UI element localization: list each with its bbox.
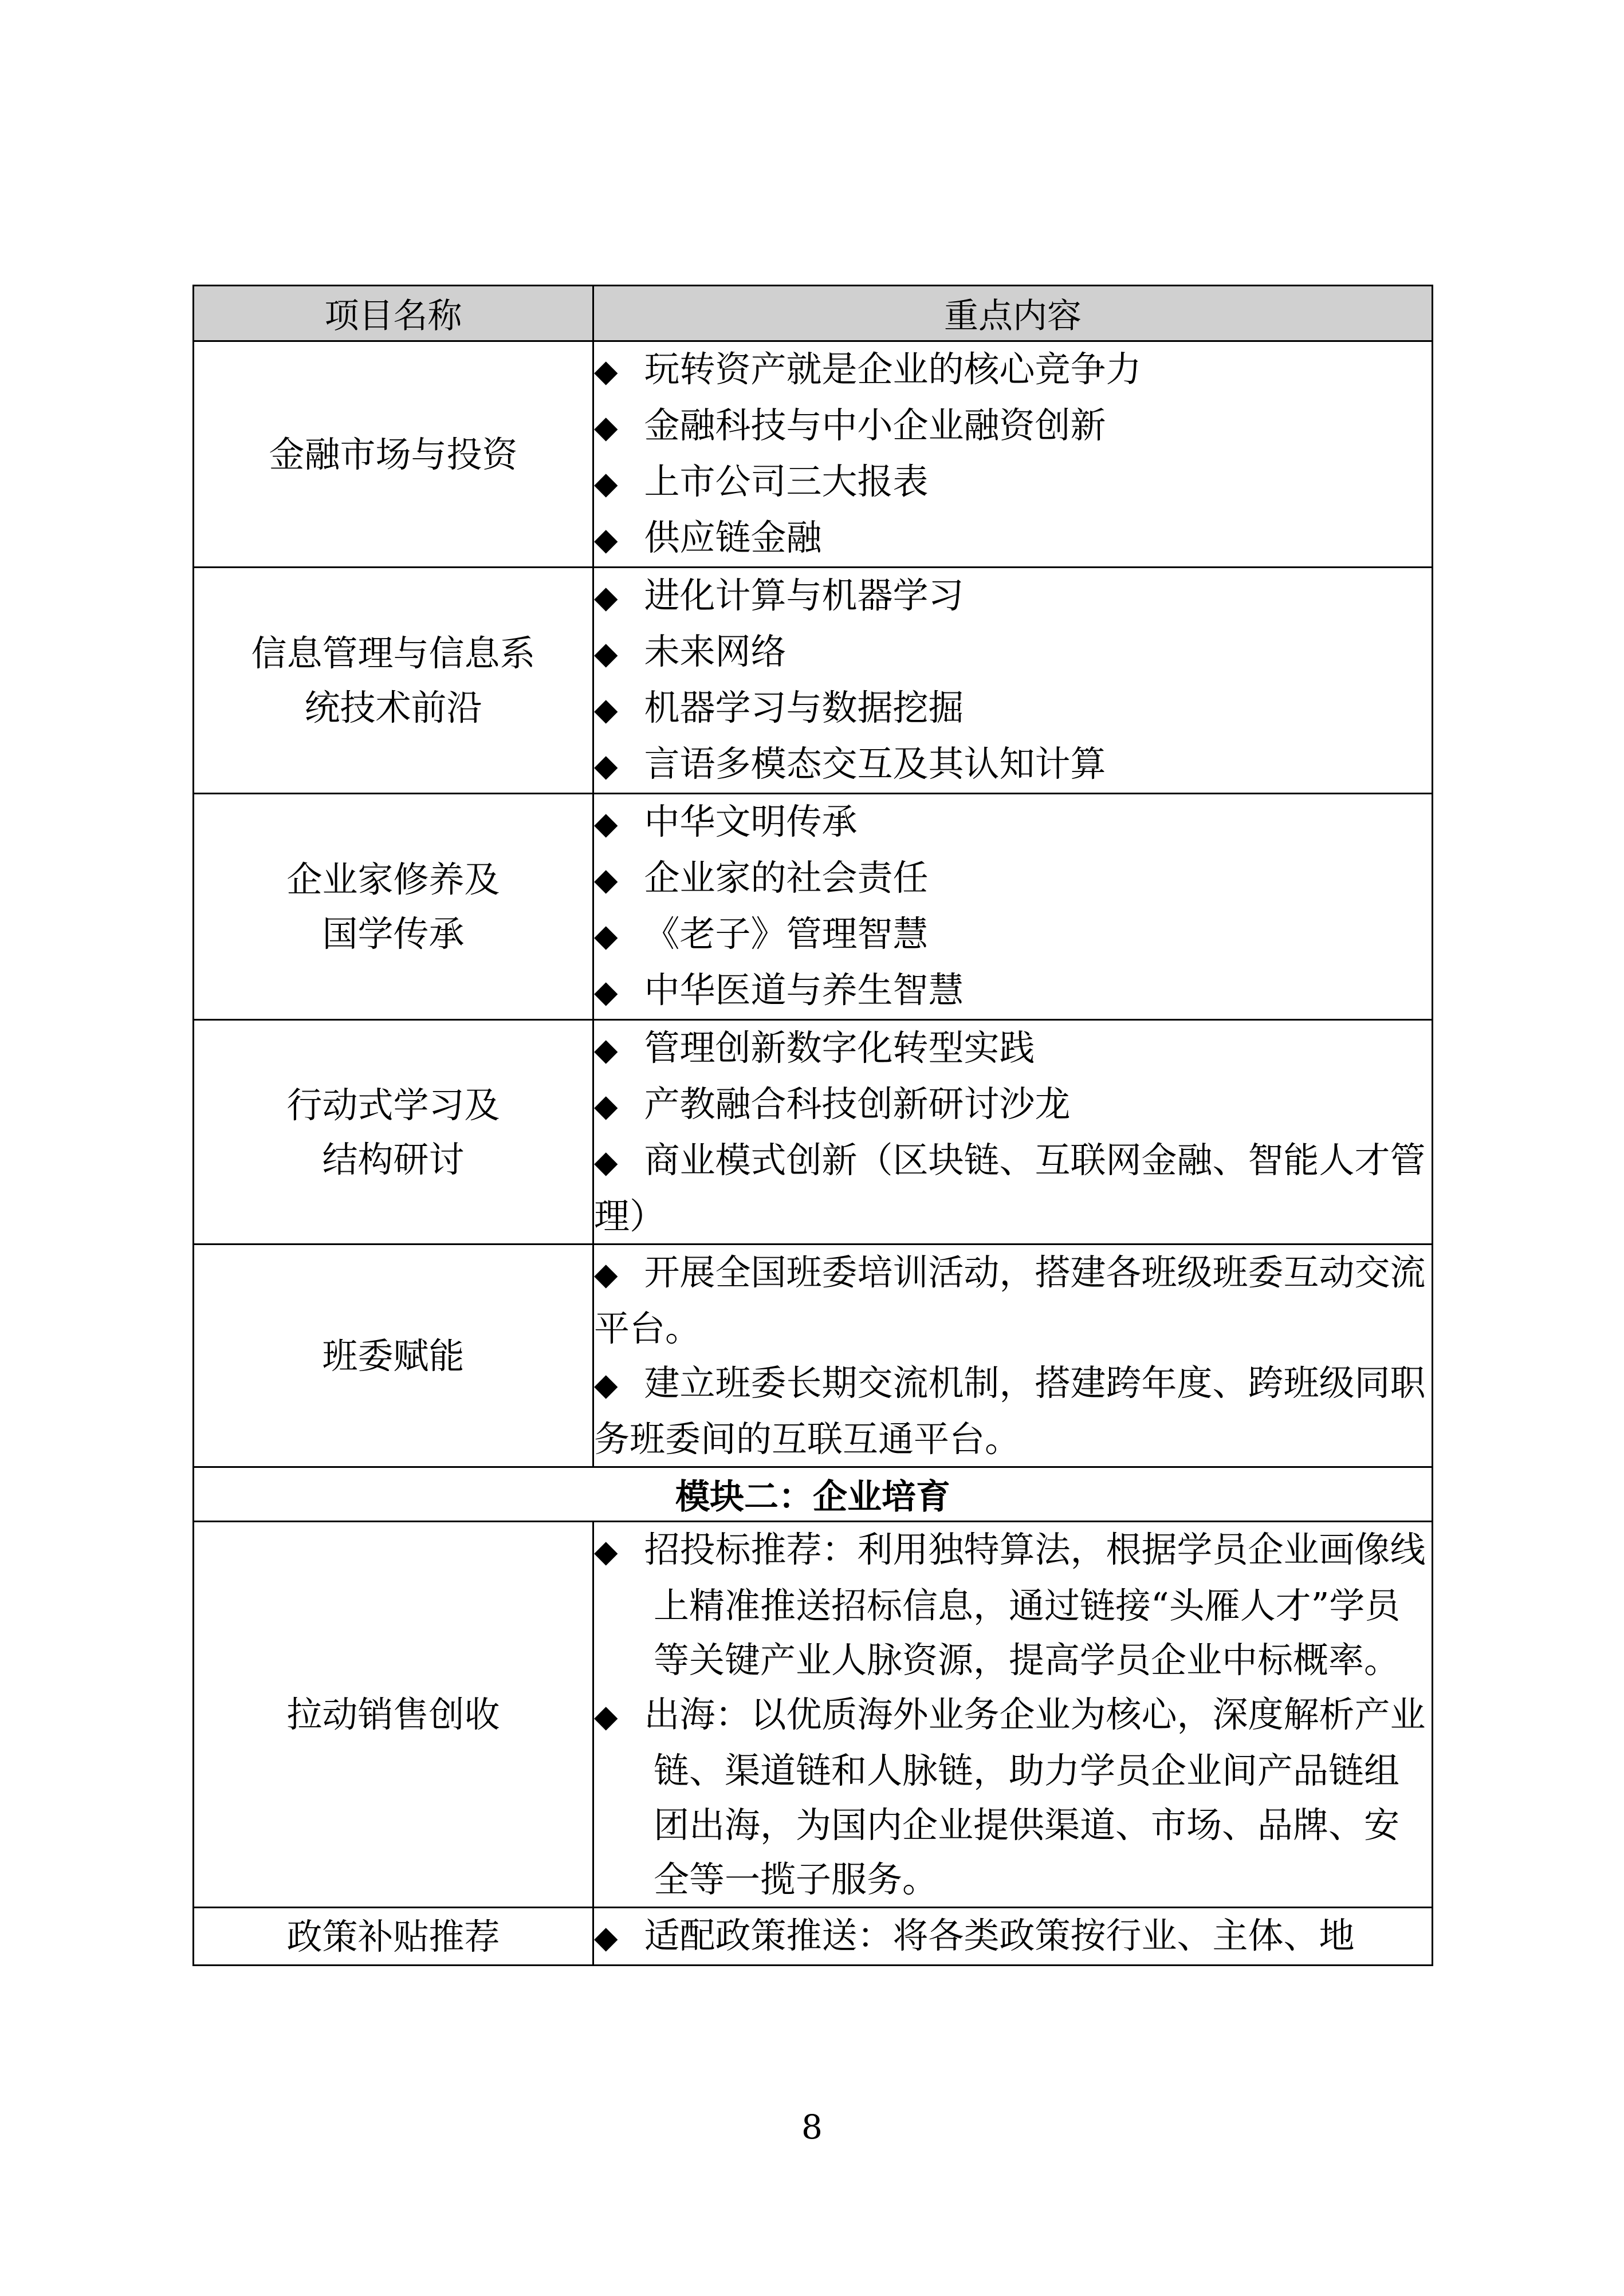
diamond-bullet-icon: ◆ <box>594 805 618 841</box>
list-item: ◆ 招投标推荐：利用独特算法，根据学员企业画像线上精准推送招标信息，通过链接“头雁人才”学员等关键产业人脉资源，提高学员企业中标概率。 <box>594 1522 1432 1687</box>
table-row <box>194 568 1433 794</box>
diamond-bullet-icon: ◆ <box>594 691 618 727</box>
diamond-bullet-icon: ◆ <box>594 747 618 783</box>
table-row <box>194 1245 1433 1467</box>
diamond-bullet-icon: ◆ <box>594 1698 618 1734</box>
diamond-bullet-icon: ◆ <box>594 635 618 671</box>
diamond-bullet-icon: ◆ <box>594 409 618 445</box>
diamond-bullet-icon: ◆ <box>594 1088 618 1124</box>
list-item: ◆ 玩转资产就是企业的核心竞争力 <box>594 342 1432 398</box>
project-name-cell: 信息管理与信息系统技术前沿 <box>194 568 593 794</box>
diamond-bullet-icon: ◆ <box>594 1919 618 1955</box>
list-item: ◆ 中华文明传承 <box>594 794 1432 850</box>
header-key-content: 重点内容 <box>593 286 1433 341</box>
key-content-cell <box>593 568 1433 794</box>
list-item: ◆ 《老子》管理智慧 <box>594 907 1432 963</box>
list-item: ◆ 出海：以优质海外业务企业为核心，深度解析产业链、渠道链和人脉链，助力学员企业间产品链组团出海，为国内企业提供渠道、市场、品牌、安全等一揽子服务。 <box>594 1687 1432 1907</box>
header-project-name: 项目名称 <box>194 286 593 341</box>
project-name-cell: 行动式学习及结构研讨 <box>194 1020 593 1245</box>
key-content-cell <box>593 1522 1433 1908</box>
list-item: ◆ 上市公司三大报表 <box>594 454 1432 510</box>
project-name-cell: 拉动销售创收 <box>194 1522 593 1908</box>
list-item: ◆ 管理创新数字化转型实践 <box>594 1021 1432 1077</box>
list-item: ◆ 中华医道与养生智慧 <box>594 963 1432 1019</box>
list-item: ◆ 企业家的社会责任 <box>594 850 1432 907</box>
key-content-cell <box>593 1908 1433 1966</box>
project-name-cell: 企业家修养及国学传承 <box>194 794 593 1020</box>
list-item: ◆ 金融科技与中小企业融资创新 <box>594 398 1432 454</box>
key-content-cell <box>593 1020 1433 1245</box>
diamond-bullet-icon: ◆ <box>594 861 618 897</box>
key-content-cell <box>593 341 1433 568</box>
diamond-bullet-icon: ◆ <box>594 521 618 557</box>
table-row <box>194 1908 1433 1966</box>
list-item: ◆ 开展全国班委培训活动，搭建各班级班委互动交流平台。 <box>594 1245 1432 1356</box>
diamond-bullet-icon: ◆ <box>594 353 618 389</box>
module-row <box>194 1467 1433 1522</box>
table-row <box>194 794 1433 1020</box>
diamond-bullet-icon: ◆ <box>594 1256 618 1292</box>
diamond-bullet-icon: ◆ <box>594 1366 618 1403</box>
list-item: ◆ 建立班委长期交流机制，搭建跨年度、跨班级同职务班委间的互联互通平台。 <box>594 1356 1432 1466</box>
page-number: 8 <box>801 2108 823 2147</box>
diamond-bullet-icon: ◆ <box>594 579 618 615</box>
diamond-bullet-icon: ◆ <box>594 917 618 954</box>
list-item: ◆ 言语多模态交互及其认知计算 <box>594 737 1432 793</box>
list-item: ◆ 商业模式创新（区块链、互联网金融、智能人才管理） <box>594 1133 1432 1243</box>
diamond-bullet-icon: ◆ <box>594 974 618 1010</box>
table-header-row <box>194 286 1433 341</box>
list-item: ◆ 未来网络 <box>594 624 1432 680</box>
project-name-cell: 金融市场与投资 <box>194 341 593 568</box>
table-row <box>194 341 1433 568</box>
key-content-cell <box>593 1245 1433 1467</box>
module-title: 模块二：企业培育 <box>194 1467 1433 1522</box>
content-table <box>192 285 1433 1966</box>
diamond-bullet-icon: ◆ <box>594 465 618 501</box>
table-row <box>194 1522 1433 1908</box>
diamond-bullet-icon: ◆ <box>594 1144 618 1180</box>
list-item: ◆ 进化计算与机器学习 <box>594 568 1432 624</box>
list-item: ◆ 适配政策推送：将各类政策按行业、主体、地 <box>594 1908 1432 1964</box>
project-name-cell: 班委赋能 <box>194 1245 593 1467</box>
list-item: ◆ 产教融合科技创新研讨沙龙 <box>594 1077 1432 1133</box>
diamond-bullet-icon: ◆ <box>594 1533 618 1569</box>
list-item: ◆ 供应链金融 <box>594 510 1432 566</box>
table-row <box>194 1020 1433 1245</box>
project-name-cell: 政策补贴推荐 <box>194 1908 593 1966</box>
diamond-bullet-icon: ◆ <box>594 1031 618 1068</box>
key-content-cell <box>593 794 1433 1020</box>
list-item: ◆ 机器学习与数据挖掘 <box>594 680 1432 737</box>
